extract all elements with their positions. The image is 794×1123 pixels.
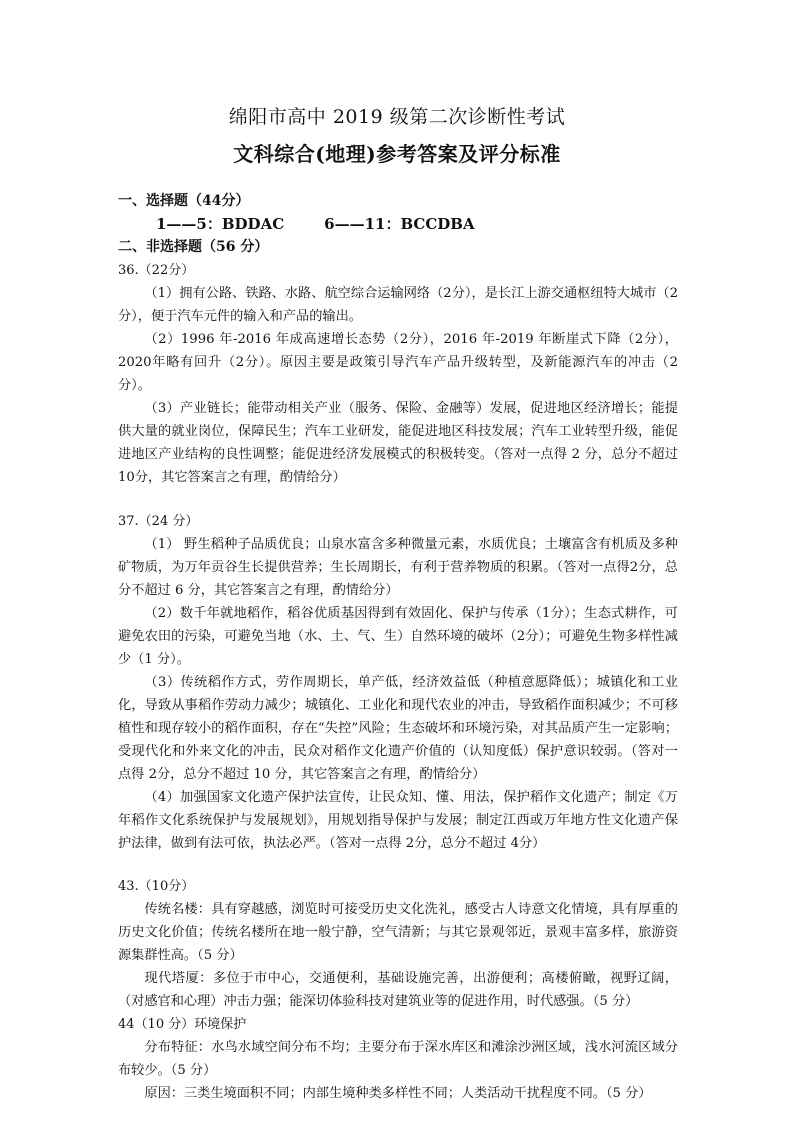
choice-answers xyxy=(118,213,678,236)
question-43-number: 43.（10分） xyxy=(118,879,195,894)
question-37-number: 37.（24 分） xyxy=(118,514,199,529)
question-43-answer-2: 现代塔厦：多位于市中心，交通便利，基础设施完善，出游便利；高楼俯瞰，视野辽阔，（对感官和心理）冲击力强；能深切体验科技对建筑业等的促进作用，时代感强。（5 分） xyxy=(118,971,678,1009)
question-44-answer-1: 分布特征：水鸟水域空间分布不均；主要分布于深水库区和滩涂沙洲区域，浅水河流区域分布较少。（5 分） xyxy=(118,1040,678,1078)
answer-content xyxy=(118,190,678,1105)
choice-answers-1-5: 1——5：BDDAC xyxy=(156,215,285,233)
question-36-answer-1: （1）拥有公路、铁路、水路、航空综合运输网络（2分），是长江上游交通枢纽特大城市（2分），便于汽车元件的输入和产品的输出。 xyxy=(118,286,678,324)
question-37-answer-3: （3）传统稻作方式，劳作周期长，单产低，经济效益低（种植意愿降低）；城镇化和工业化，导致从事稻作劳动力减少；城镇化、工业化和现代农业的冲击，导致稻作面积减少；不可移植性和现存较小的稻作面积，存在“失控”风险；生态破坏和环境污染，对其品质产生一定影响；受现代化和外来文化的冲击，民众对稻作文化遗产价值的（认知度低）保护意识较弱。（答对一点得 2分，总分不超过 10 分，其它答案言之有理，酌情给分） xyxy=(118,675,678,782)
answer-key-title: 文科综合(地理)参考答案及评分标准 xyxy=(233,142,561,166)
question-37-answer-2: （2）数千年就地稻作，稻谷优质基因得到有效固化、保护与传承（1分）；生态式耕作，可避免农田的污染，可避免当地（水、土、气、生）自然环境的破坏（2分）；可避免生物多样性减少（1 分）。 xyxy=(118,606,678,667)
question-37-answer-1: （1） 野生稻种子品质优良；山泉水富含多种微量元素，水质优良；土壤富含有机质及多种矿物质，为万年贡谷生长提供营养；生长周期长，有利于营养物质的积累。（答对一点得2分，总分不超过 6 分，其它答案言之有理，酌情给分） xyxy=(118,537,678,598)
question-36-answer-3: （3）产业链长；能带动相关产业（服务、保险、金融等）发展，促进地区经济增长；能提供大量的就业岗位，保障民生；汽车工业研发，能促进地区科技发展；汽车工业转型升级，能促进地区产业结构的良性调整；能促进经济发展模式的积极转变。（答对一点得 2 分，总分不超过 10分，其它答案言之有理，酌情给分） xyxy=(118,401,678,485)
section-choice-heading: 一、选择题（44分） xyxy=(118,193,250,209)
question-44-number: 44（10 分）环境保护 xyxy=(118,1017,247,1032)
question-36-answer-2: （2）1996 年-2016 年成高速增长态势（2分），2016 年-2019 年断崖式下降（2分），2020年略有回升（2分）。原因主要是政策引导汽车产品升级转型，及新能源汽车的冲击（2分）。 xyxy=(118,332,678,393)
question-36-number: 36.（22分） xyxy=(118,263,195,278)
question-44-answer-2: 原因：三类生境面积不同；内部生境种类多样性不同；人类活动干扰程度不同。（5 分） xyxy=(144,1086,652,1101)
exam-title: 绵阳市高中 2019 级第二次诊断性考试 xyxy=(228,106,566,128)
question-43-answer-1: 传统名楼：具有穿越感，浏览时可接受历史文化洗礼，感受古人诗意文化情境，具有厚重的历史文化价值；传统名楼所在地一般宁静，空气清新；与其它景观邻近，景观丰富多样，旅游资源集群性高。（5 分） xyxy=(118,902,678,963)
section-nonchoice-heading: 二、非选择题（56 分） xyxy=(118,239,269,255)
question-37-answer-4: （4）加强国家文化遗产保护法宣传，让民众知、懂、用法，保护稻作文化遗产；制定《万年稻作文化系统保护与发展规划》，用规划指导保护与发展；制定江西或万年地方性文化遗产保护法律，做到有法可依，执法必严。（答对一点得 2分，总分不超过 4分） xyxy=(118,790,678,851)
choice-answers-6-11: 6——11：BCCDBA xyxy=(324,215,475,233)
